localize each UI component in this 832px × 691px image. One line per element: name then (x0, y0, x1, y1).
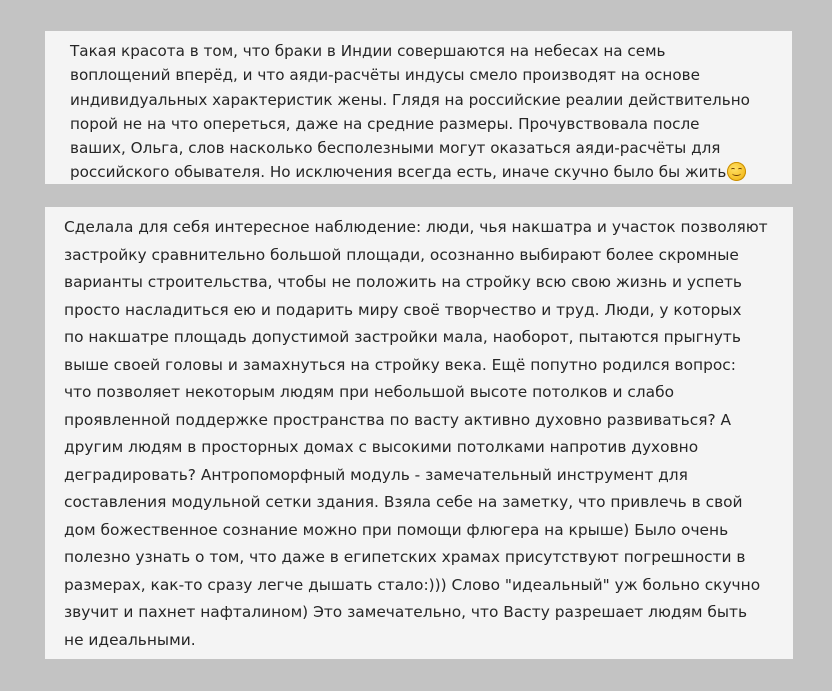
comment-text-line: российского обывателя. Но исключения всегда есть, иначе скучно было бы жить (70, 163, 727, 182)
comment-text-line: индивидуальных характеристик жены. Глядя на российские реалии действительно (70, 90, 750, 109)
comment-text-line: дом божественное сознание можно при помощи флюгера на крыше) Было очень (64, 520, 729, 539)
comment-text-line: другим людям в просторных домах с высокими потолками напротив духовно (64, 438, 699, 456)
comment-text-line: выше своей головы и замахнуться на стройку века. Ещё попутно родился вопрос: (64, 355, 736, 374)
comment-text-line: порой не на что опереться, даже на средние размеры. Прочувствовала после (70, 114, 700, 133)
comment-text-line: полезно узнать о том, что даже в египетских храмах присутствуют погрешности в (64, 548, 746, 566)
comment-text-line: варианты строительства, чтобы не положить на стройку всю свою жизнь и успеть (64, 273, 742, 291)
comment-text-line: размерах, как-то сразу легче дышать стало:))) Слово "идеальный" уж больно скучно (64, 575, 761, 594)
comment-text-line: ваших, Ольга, слов насколько бесполезными могут оказаться аяди-расчёты для (70, 139, 721, 158)
comment-text-line: не идеальными. (64, 630, 196, 649)
comment-card (45, 207, 793, 659)
comment-last-line (70, 160, 782, 184)
comment-text-line: деградировать? Антропоморфный модуль - замечательный инструмент для (64, 465, 688, 484)
comment-text-line: составления модульной сетки здания. Взяла себе на заметку, что привлечь в свой (64, 493, 743, 511)
comment-card (45, 31, 792, 184)
smiling-face-emoji-icon (727, 162, 746, 181)
comment-text-line: что позволяет некоторым людям при небольшой высоте потолков и слабо (64, 383, 674, 401)
comment-text-line: проявленной поддержке пространства по васту активно духовно развиваться? А (64, 410, 732, 429)
comment-text-line: Такая красота в том, что браки в Индии совершаются на небесах на семь (70, 42, 666, 60)
comment-text-line: застройку сравнительно большой площади, осознанно выбирают более скромные (64, 245, 739, 264)
comment-text-line: просто насладиться ею и подарить миру своё творчество и труд. Люди, у которых (64, 300, 742, 319)
comment-text-line: звучит и пахнет нафталином) Это замечательно, что Васту разрешает людям быть (64, 603, 748, 621)
comment-text-line: Сделала для себя интересное наблюдение: люди, чья накшатра и участок позволяют (64, 218, 768, 236)
comment-text-line: по накшатре площадь допустимой застройки мала, наоборот, пытаются прыгнуть (64, 328, 741, 346)
comment-text-line: воплощений вперёд, и что аяди-расчёты индусы смело производят на основе (70, 66, 700, 85)
